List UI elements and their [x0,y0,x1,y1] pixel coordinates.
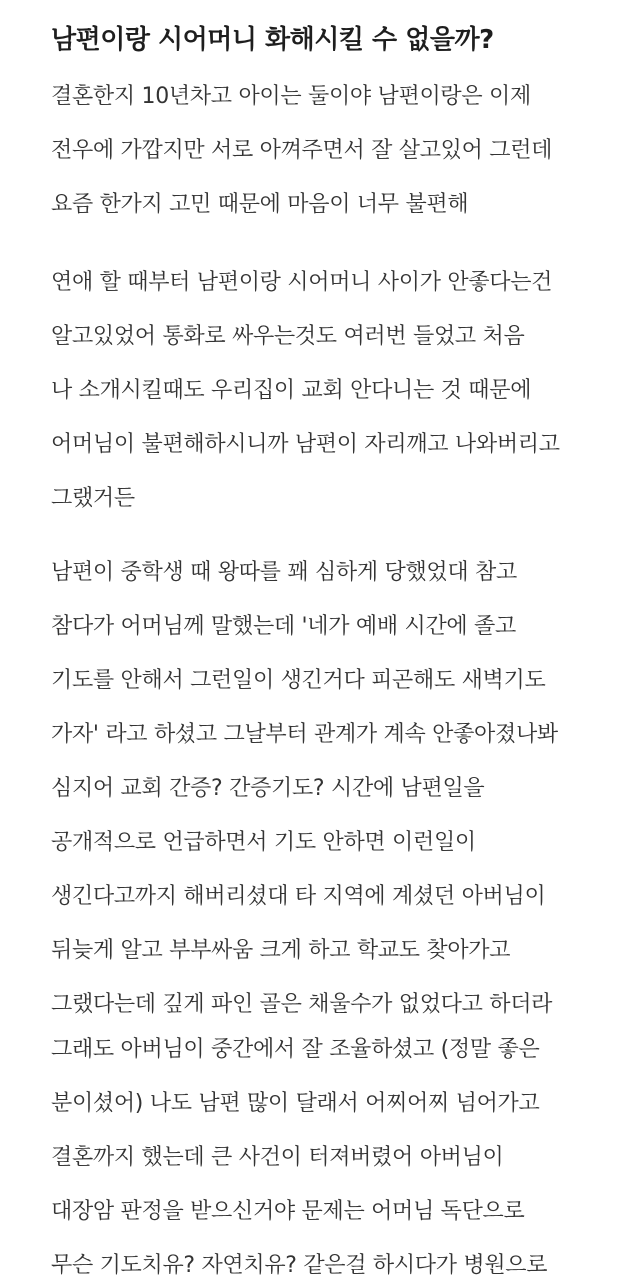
text-line: 분이셨어) 나도 남편 많이 달래서 어찌어찌 넘어가고 [51,1091,540,1116]
post-title: 남편이랑 시어머니 화해시킬 수 없을까? [51,25,494,55]
text-line: 무슨 기도치유? 자연치유? 같은걸 하시다가 병원으로 [51,1253,548,1278]
paragraph-3 [51,546,621,1032]
text-line: 요즘 한가지 고민 때문에 마음이 너무 불편해 [51,192,469,217]
text-line: 기도를 안해서 그런일이 생긴거다 피곤해도 새벽기도 [51,668,546,693]
text-line: 결혼한지 10년차고 아이는 둘이야 남편이랑은 이제 [51,84,531,109]
paragraph-1 [51,70,621,232]
paragraph-2 [51,256,621,526]
text-line: 알고있었어 통화로 싸우는것도 여러번 들었고 처음 [51,324,525,349]
text-line: 그래도 아버님이 중간에서 잘 조율하셨고 (정말 좋은 [51,1037,540,1062]
text-line: 어머님이 불편해하시니까 남편이 자리깨고 나와버리고 [51,432,560,457]
text-line: 대장암 판정을 받으신거야 문제는 어머님 독단으로 [51,1199,525,1224]
text-line: 남편이 중학생 때 왕따를 꽤 심하게 당했었대 참고 [51,560,517,585]
text-line: 생긴다고까지 해버리셨대 타 지역에 계셨던 아버님이 [51,884,546,909]
text-line: 나 소개시킬때도 우리집이 교회 안다니는 것 때문에 [51,378,532,403]
text-line: 그랬다는데 깊게 파인 골은 채울수가 없었다고 하더라 [51,992,553,1017]
text-line: 참다가 어머님께 말했는데 '네가 예배 시간에 졸고 [51,614,516,639]
text-line: 결혼까지 했는데 큰 사건이 터져버렸어 아버님이 [51,1145,504,1170]
text-line: 전우에 가깝지만 서로 아껴주면서 잘 살고있어 그런데 [51,138,553,163]
text-line: 연애 할 때부터 남편이랑 시어머니 사이가 안좋다는건 [51,270,553,295]
paragraph-4 [51,1023,621,1280]
text-line: 공개적으로 언급하면서 기도 안하면 이런일이 [51,830,476,855]
text-line: 가자' 라고 하셨고 그날부터 관계가 계속 안좋아졌나봐 [51,722,558,747]
text-line: 뒤늦게 알고 부부싸움 크게 하고 학교도 찾아가고 [51,938,511,963]
text-line: 그랬거든 [51,486,135,511]
text-line: 심지어 교회 간증? 간증기도? 시간에 남편일을 [51,776,485,801]
